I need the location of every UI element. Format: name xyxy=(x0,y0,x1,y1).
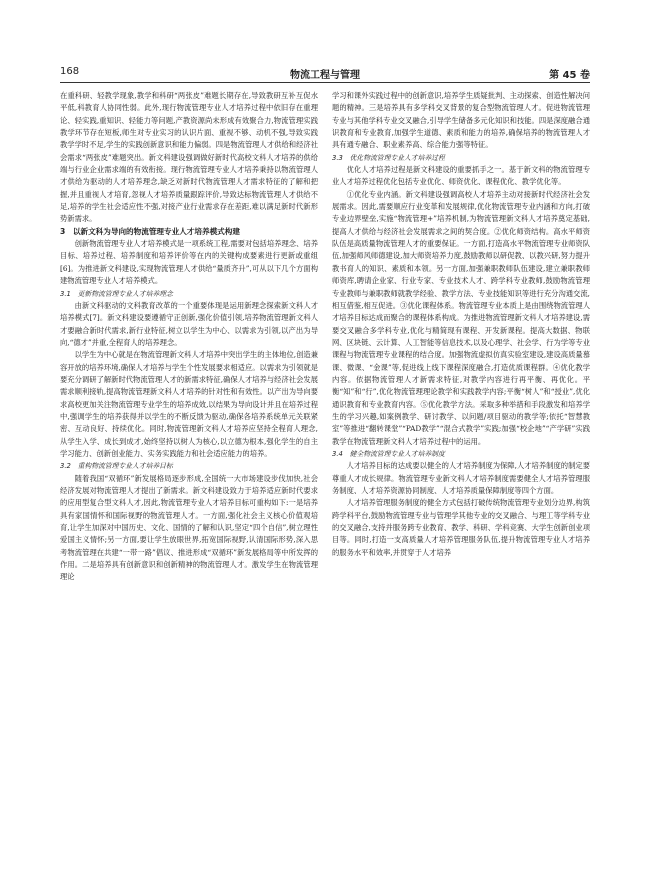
volume-label: 第 45 卷 xyxy=(549,70,590,81)
subsection-heading: 3.1 更新物流管理专业人才培养理念 xyxy=(60,289,173,298)
paragraph: 由新文科驱动的文科教育改革的一个重要体现是运用新理念探索新文科人才培养模式[7]。新文科建设要遵循守正创新,强化价值引领,培养物流管理新文科人才要融合新时代需求,新行业特征,树立以学生为中心、以需求为引领,以产出为导向,“德才”并重,全程育人的培养理念。 xyxy=(60,300,318,347)
paragraph: 以学生为中心就是在物流管理新文科人才培养中突出学生的主体地位,创造兼容开放的培养环境,确保人才培养与学生个性发展要求相适应。以需求为引领就是要充分调研了解新时代物流管理人才的新需求特征,确保人才培养与经济社会发展需求顺利接轨,提高物流管理新文科人才培养的针对性和有效性。以产出为导向要求高校更加关注物流管理专业学生的培养成效,以结果为导向设计并且在培养过程中,强调学生的培养获得并以学生的不断反馈为驱动,确保各培养系统单元关联紧密、互动良好、持续优化。同时,物流管理新文科人才培养应坚持全程育人理念,从学生入学、成长到成才,始终坚持以树人为核心,以立德为根本,强化学生的自主学习能力、创新创业能力、实务实践能力和社会适应能力的培养。 xyxy=(60,350,318,458)
journal-title: 物流工程与管理 xyxy=(290,70,360,81)
subsection-heading: 3.4 健全物流管理专业人才培养制度 xyxy=(332,449,445,458)
paragraph: 人才培养目标的达成要以健全的人才培养制度为保障,人才培养制度的制定要尊重人才成长规律。物流管理专业新文科人才培养制度需要健全人才培养管理服务制度、人才培养资源协同制度、人才培养质量保障制度等四个方面。 xyxy=(332,461,590,495)
header-rule xyxy=(60,82,590,83)
paragraph: 创新物流管理专业人才培养模式是一项系统工程,需要对包括培养理念、培养目标、培养过程、培养制度和培养评价等在内的关键构成要素进行更新或重组[6]。为推进新文科建设,实现物流管理人才供给“量质齐升”,可从以下几个方面构建物流管理专业人才培养模式。 xyxy=(60,239,318,286)
right-column xyxy=(332,90,590,559)
subsection-heading: 3.2 重构物流管理专业人才培养目标 xyxy=(60,462,173,471)
left-column xyxy=(60,90,318,584)
page-header xyxy=(60,66,590,80)
section-heading: 3 以新文科为导向的物流管理专业人才培养模式构建 xyxy=(60,226,240,236)
page-number: 168 xyxy=(60,66,80,77)
subsection-heading: 3.3 优化物流管理专业人才培养过程 xyxy=(332,153,445,162)
paragraph: 优化人才培养过程是新文科建设的重要抓手之一。基于新文科的物流管理专业人才培养过程优化包括专业优化、师资优化、课程优化、教学优化等。 xyxy=(332,165,590,187)
paragraph: 在重科研、轻教学现象,教学和科研“两张皮”难题长期存在,导致教研互补互促水平低,科教育人协同性弱。此外,现行物流管理专业人才培养过程中依旧存在重理论、轻实践,重知识、轻能力等问题,产教资源尚未形成有效聚合力,物流管理实践教学环节存在短板,师生对专业实习的认识片面、重视不够、动机不强,导致实践教学学时不足,学生的实践创新意识和能力偏弱。四是物流管理人才供给和经济社会需求“两张皮”难题突出。新文科建设强调做好新时代高校文科人才培养的供给端与行业企业需求端的有效衔接。现行物流管理专业人才培养秉持以物流管理人才供给为驱动的人才培养理念,缺乏对新时代物流管理人才需求特征的了解和把握,并且重视人才培育,忽视人才培养质量跟踪评价,导致达标物流管理人才供给不足,培养的学生社会适应性不强,对接产业行业需求存在差距,难以满足新时代新形势新需求。 xyxy=(60,91,318,224)
paragraph: 随着我国“双循环”新发展格局逐步形成,全国统一大市场建设步伐加快,社会经济发展对物流管理人才提出了新需求。新文科建设致力于培养适应新时代要求的应用型复合型文科人才,因此,物流管理专业人才培养目标可重构如下:一是培养具有家国情怀和国际视野的物流管理人才。一方面,强化社会主义核心价值观培育,让学生加深对中国历史、文化、国情的了解和认识,坚定“四个自信”,树立理性爱国主义情怀;另一方面,要让学生放眼世界,拓宽国际视野,认清国际形势,深入思考物流管理在共建“一带一路”倡议、推进形成“双循环”新发展格局等中所发挥的作用。二是培养具有创新意识和创新精神的物流管理人才。激发学生在物流管理理论 xyxy=(60,473,318,582)
paragraph: 学习和课外实践过程中的创新意识,培养学生质疑批判、主动探索、创造性解决问题的精神。三是培养具有多学科交叉背景的复合型物流管理人才。促进物流管理专业与其他学科专业交叉融合,引导学生储备多元化知识和技能。四是深度融合通识教育和专业教育,加强学生道德、素质和能力的培养,确保培养的物流管理人才具有通专融合、职业素养高、综合能力强等特征。 xyxy=(332,91,590,150)
paragraph: 人才培养管理服务制度的健全方式包括打破传统物流管理专业划分边界,构筑跨学科平台,鼓励物流管理专业与管理学其他专业的交叉融合、与理工等学科专业的交叉融合,支持并服务跨专业教育、教学、科研、学科竞赛、大学生创新创业项目等。同时,打造一支高质量人才培养管理服务队伍,提升物流管理专业人才培养的服务水平和效率,并贯穿于人才培养 xyxy=(332,498,590,557)
paragraph: ①优化专业内涵。新文科建设强调高校人才培养主动对接新时代经济社会发展需求。因此,需要顺应行业变革和发展规律,优化物流管理专业内涵和方向,打破专业边界壁垒,实施“物流管理+”培养机制,为物流管理新文科人才培养奠定基础,提高人才供给与经济社会发展需求之间的契合度。②优化师资结构。高水平师资队伍是高质量物流管理人才的重要保证。一方面,打造高水平物流管理专业师资队伍,加强师风师德建设,加大师资培养力度,鼓励教师以研促教、以教兴研,努力提升教书育人的知识、素质和本领。另一方面,加强兼职教师队伍建设,建立兼职教师师资库,聘请企业家、行业专家、专业技术人才、跨学科专业教师,鼓励物流管理专业教师与兼职教师就教学经验、教学方法、专业技能知识等进行充分沟通交流,相互借鉴,相互促进。③优化课程体系。物流管理专业本质上是由围绕物流管理人才培养目标达成而聚合的课程体系构成。为推进物流管理新文科人才培养建设,需要交叉融合多学科专业,优化与精简现有课程、开发新课程。提高大数据、物联网、区块链、云计算、人工智能等信息技术,以及心理学、社会学、行为学等专业课程与物流管理专业课程的结合度。加强物流虚拟仿真实验室建设,建设高质量慕课、微课、“金课”等,促进线上线下课程深度融合,打造优质课程群。④优化教学内容。依据物流管理人才新需求特征,对教学内容进行再平衡、再优化。平衡“知”和“行”,优化物流管理理论教学和实践教学内容;平衡“树人”和“授业”,优化通识教育和专业教育内容。⑤优化教学方法。采取多种举措和手段激发和培养学生的学习兴趣,如案例教学、研讨教学、以问题/项目驱动的教学等;依托“智慧教室”等推进“翻转课堂”“PAD教学”“混合式教学”实践;加强“校企地”“产学研”实践教学在物流管理新文科人才培养过程中的运用。 xyxy=(332,189,590,446)
